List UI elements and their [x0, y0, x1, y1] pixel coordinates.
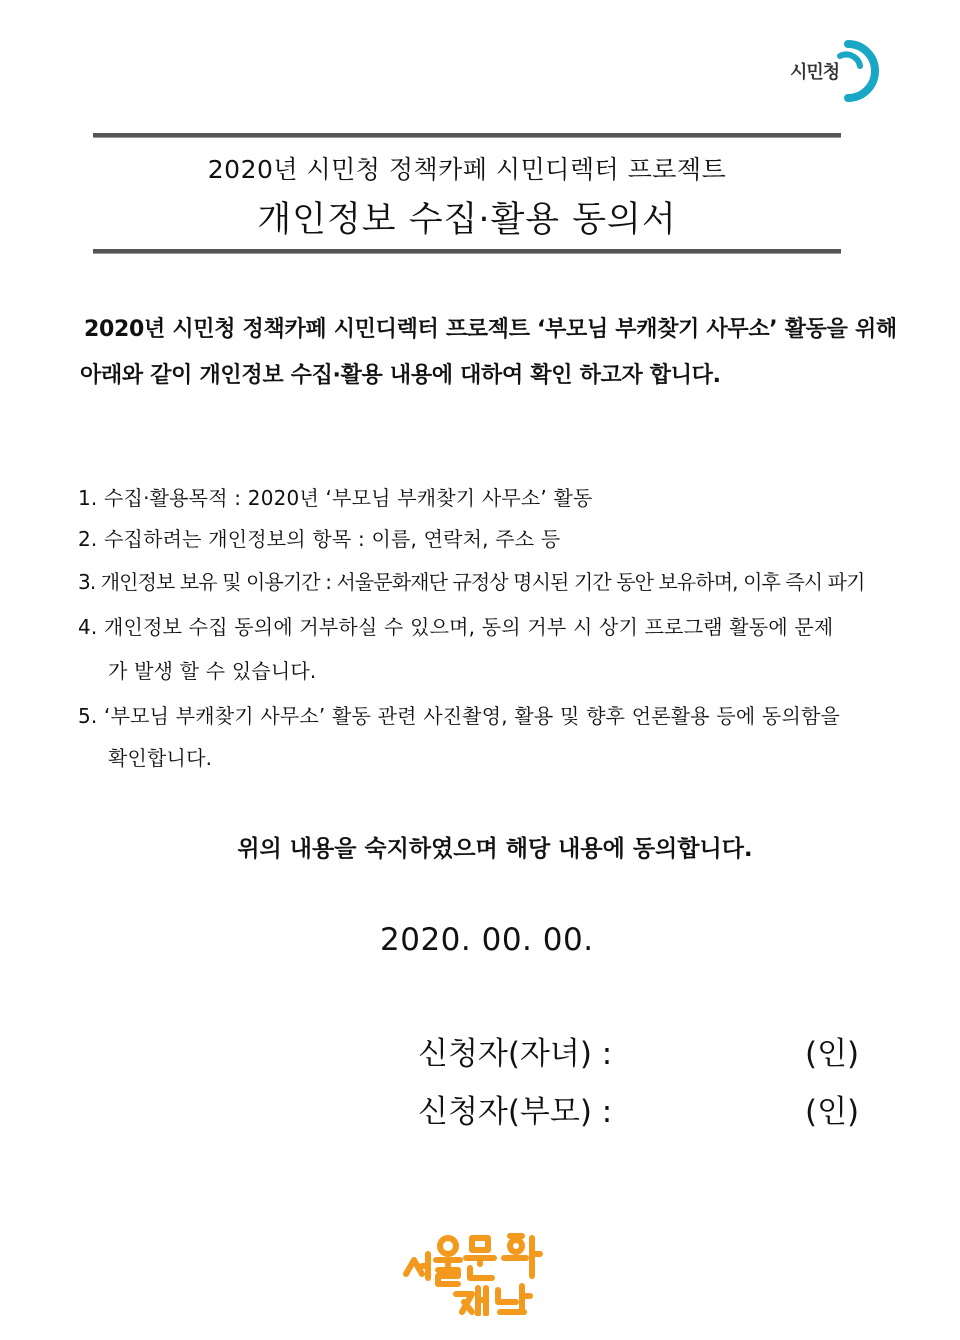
agreement-statement: 위의 내용을 숙지하였으며 해당 내용에 동의합니다. — [237, 836, 753, 862]
top-rule — [93, 133, 841, 138]
logo-text: 시민청 — [790, 62, 840, 83]
list-item-continuation: 확인합니다. — [108, 746, 213, 770]
list-item: 1. 수집·활용목적 : 2020년 ‘부모님 부캐찾기 사무소’ 활동 — [78, 486, 593, 510]
signature-date: 2020. 00. 00. — [380, 922, 594, 958]
list-item: 4. 개인정보 수집 동의에 거부하실 수 있으며, 동의 거부 시 상기 프로그램 활동에 문제 — [78, 615, 834, 639]
list-item-continuation: 가 발생 할 수 있습니다. — [108, 659, 317, 683]
intro-line-2: 아래와 같이 개인정보 수집·활용 내용에 대하여 확인 하고자 합니다. — [80, 363, 721, 388]
signer-label-child: 신청자(자녀) : — [418, 1036, 613, 1072]
document-title: 개인정보 수집·활용 동의서 — [257, 200, 677, 240]
siminchung-logo — [790, 36, 890, 108]
bottom-rule — [93, 249, 841, 254]
list-item: 2. 수집하려는 개인정보의 항목 : 이름, 연락처, 주소 등 — [78, 527, 561, 551]
intro-line-1: 2020년 시민청 정책카페 시민디렉터 프로젝트 ‘부모님 부캐찾기 사무소’ 활동을 위해 — [84, 317, 897, 342]
seal-parent: (인) — [805, 1094, 860, 1130]
sfac-logo — [400, 1232, 550, 1316]
seal-child: (인) — [805, 1036, 860, 1072]
sfac-logo-mark-icon — [400, 1232, 550, 1316]
document-subtitle: 2020년 시민청 정책카페 시민디렉터 프로젝트 — [207, 155, 727, 184]
logo-mark-icon — [830, 36, 890, 108]
list-item: 3. 개인정보 보유 및 이용기간 : 서울문화재단 규정상 명시된 기간 동안 보유하며, 이후 즉시 파기 — [78, 570, 865, 594]
list-item: 5. ‘부모님 부캐찾기 사무소’ 활동 관련 사진촬영, 활용 및 향후 언론활용 등에 동의함을 — [78, 704, 841, 728]
signer-label-parent: 신청자(부모) : — [418, 1094, 613, 1130]
